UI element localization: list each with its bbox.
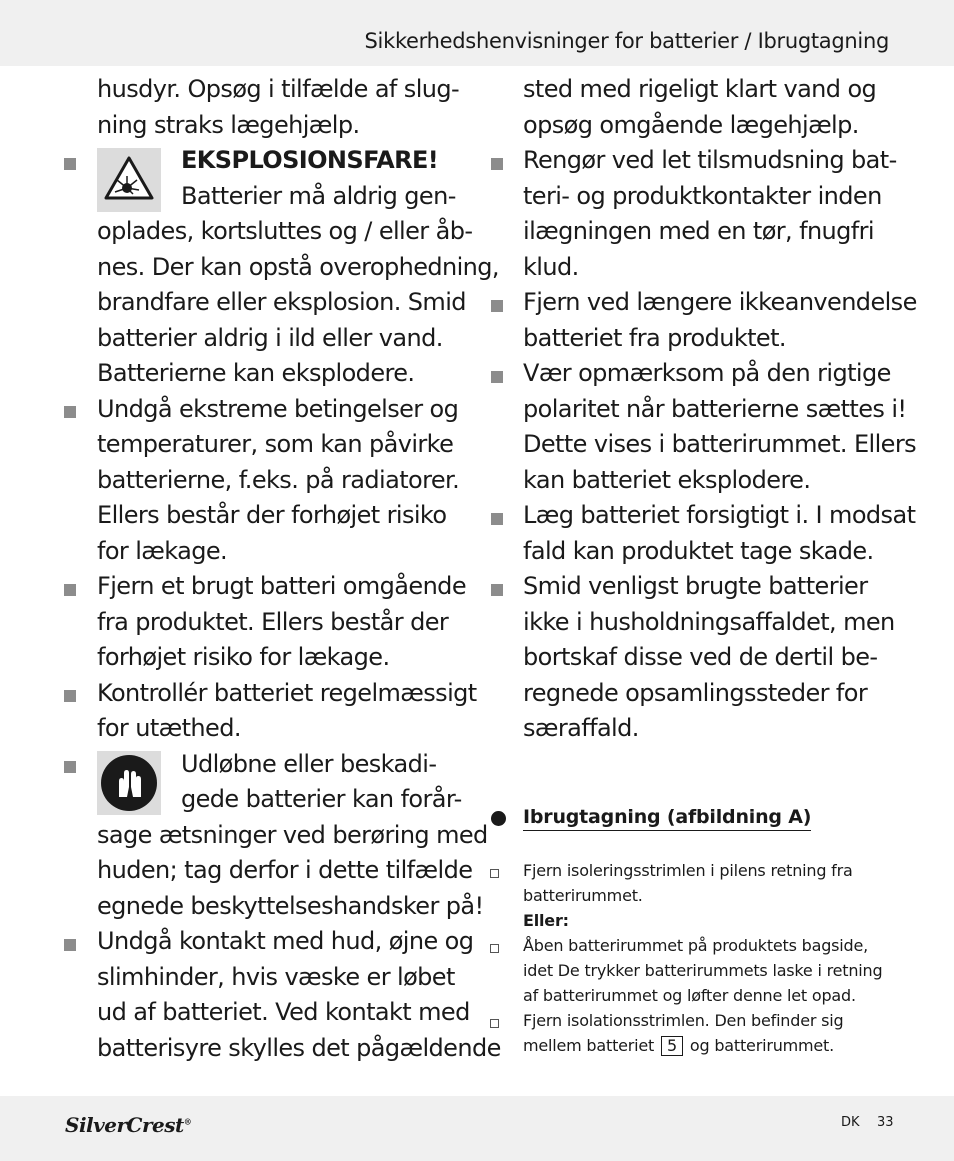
step-line: af batterirummet og løfter denne let opad.	[523, 986, 856, 1005]
text-line: polaritet når batterierne sættes i!	[523, 394, 907, 423]
text-line: sage ætsninger ved berøring med	[97, 820, 488, 849]
text-line: egnede beskyttelseshandsker på!	[97, 891, 484, 920]
text-line: regnede opsamlingssteder for	[523, 678, 868, 707]
setup-steps	[523, 858, 882, 1058]
square-bullet-icon	[491, 158, 503, 170]
brand-logo	[65, 1113, 191, 1137]
text-line: bortskaf disse ved de dertil be-	[523, 643, 878, 671]
or-label: Eller:	[523, 911, 569, 930]
text-line: oplades, kortsluttes og / eller åb-	[97, 217, 473, 245]
square-bullet-icon	[64, 584, 76, 596]
step-line: idet De trykker batterirummets laske i retning	[523, 961, 883, 980]
text-line: Læg batteriet forsigtigt i. I modsat	[523, 501, 916, 529]
text-line: Udløbne eller beskadi-	[181, 749, 437, 778]
text-line: Undgå kontakt med hud, øjne og	[97, 927, 474, 955]
text-line: batterier aldrig i ild eller vand.	[97, 323, 443, 352]
step-checkbox-icon	[490, 1019, 499, 1028]
section-bullet-dot-icon	[491, 811, 506, 826]
text-line: ning straks lægehjælp.	[97, 110, 360, 139]
text-line: Fjern et brugt batteri omgående	[97, 572, 466, 600]
part-number-box: 5	[661, 1036, 683, 1056]
square-bullet-icon	[491, 371, 503, 383]
text-line: Kontrollér batteriet regelmæssigt	[97, 678, 477, 707]
text-line: batterierne, f.eks. på radiatorer.	[97, 465, 460, 494]
text-line: slimhinder, hvis væske er løbet	[97, 962, 455, 991]
section-heading: Ibrugtagning (afbildning A)	[523, 806, 811, 831]
text-line: batteriet fra produktet.	[523, 323, 786, 352]
text-line: batterisyre skylles det pågældende	[97, 1033, 501, 1062]
square-bullet-icon	[64, 406, 76, 418]
step-line: Fjern isoleringsstrimlen i pilens retning fra	[523, 861, 853, 880]
text-line: ud af batteriet. Ved kontakt med	[97, 998, 470, 1026]
page-header-title: Sikkerhedshenvisninger for batterier / Ibrugtagning	[364, 29, 889, 53]
step-text: mellem batteriet	[523, 1036, 655, 1055]
step-checkbox-icon	[490, 869, 499, 878]
text-line: huden; tag derfor i dette tilfælde	[97, 856, 473, 884]
text-line: fald kan produktet tage skade.	[523, 536, 874, 565]
page-number: 33	[877, 1115, 894, 1130]
text-line: for utæthed.	[97, 714, 241, 742]
text-line: sted med rigeligt klart vand og	[523, 75, 877, 103]
square-bullet-icon	[64, 939, 76, 951]
square-bullet-icon	[491, 300, 503, 312]
text-line: Rengør ved let tilsmudsning bat-	[523, 146, 897, 174]
brand-name: SilverCrest	[65, 1113, 184, 1137]
text-line: for lækage.	[97, 536, 228, 565]
text-line: teri- og produktkontakter inden	[523, 181, 882, 210]
right-column	[523, 72, 917, 747]
registered-mark: ®	[183, 1116, 192, 1127]
left-column	[97, 72, 501, 1066]
text-line: fra produktet. Ellers består der	[97, 607, 449, 636]
step-line: Åben batterirummet på produktets bagside,	[523, 936, 869, 955]
text-line: særaffald.	[523, 714, 639, 742]
step-checkbox-icon	[490, 944, 499, 953]
text-line: kan batteriet eksplodere.	[523, 465, 811, 494]
text-line: Dette vises i batterirummet. Ellers	[523, 430, 917, 458]
language-code: DK	[841, 1115, 860, 1130]
text-line: Ellers består der forhøjet risiko	[97, 501, 447, 529]
text-line: Batterierne kan eksplodere.	[97, 359, 415, 387]
text-line: nes. Der kan opstå overophedning,	[97, 252, 499, 281]
step-text: og batterirummet.	[689, 1036, 835, 1055]
text-line: Fjern ved længere ikkeanvendelse	[523, 288, 917, 316]
square-bullet-icon	[64, 158, 76, 170]
text-line: temperaturer, som kan påvirke	[97, 430, 454, 458]
text-line: Batterier må aldrig gen-	[181, 181, 456, 210]
text-line: brandfare eller eksplosion. Smid	[97, 288, 466, 316]
step-line: batterirummet.	[523, 886, 643, 905]
explosion-title-line	[97, 143, 477, 179]
text-line: Smid venligst brugte batterier	[523, 572, 868, 600]
square-bullet-icon	[491, 584, 503, 596]
text-line: opsøg omgående lægehjælp.	[523, 110, 859, 139]
text-line: Undgå ekstreme betingelser og	[97, 394, 459, 423]
step-line: Fjern isolationsstrimlen. Den befinder sig	[523, 1011, 844, 1030]
text-line: ikke i husholdningsaffaldet, men	[523, 607, 895, 636]
square-bullet-icon	[64, 761, 76, 773]
text-line: gede batterier kan forår-	[181, 785, 462, 813]
square-bullet-icon	[64, 690, 76, 702]
square-bullet-icon	[491, 513, 503, 525]
text-line: husdyr. Opsøg i tilfælde af slug-	[97, 75, 460, 103]
text-line: forhøjet risiko for lækage.	[97, 643, 390, 671]
text-line: Vær opmærksom på den rigtige	[523, 359, 891, 387]
text-line: klud.	[523, 252, 579, 281]
step-line-with-part	[523, 1033, 882, 1058]
explosion-warning-title: EKSPLOSIONSFARE!	[181, 146, 439, 174]
text-line: ilægningen med en tør, fnugfri	[523, 217, 874, 245]
